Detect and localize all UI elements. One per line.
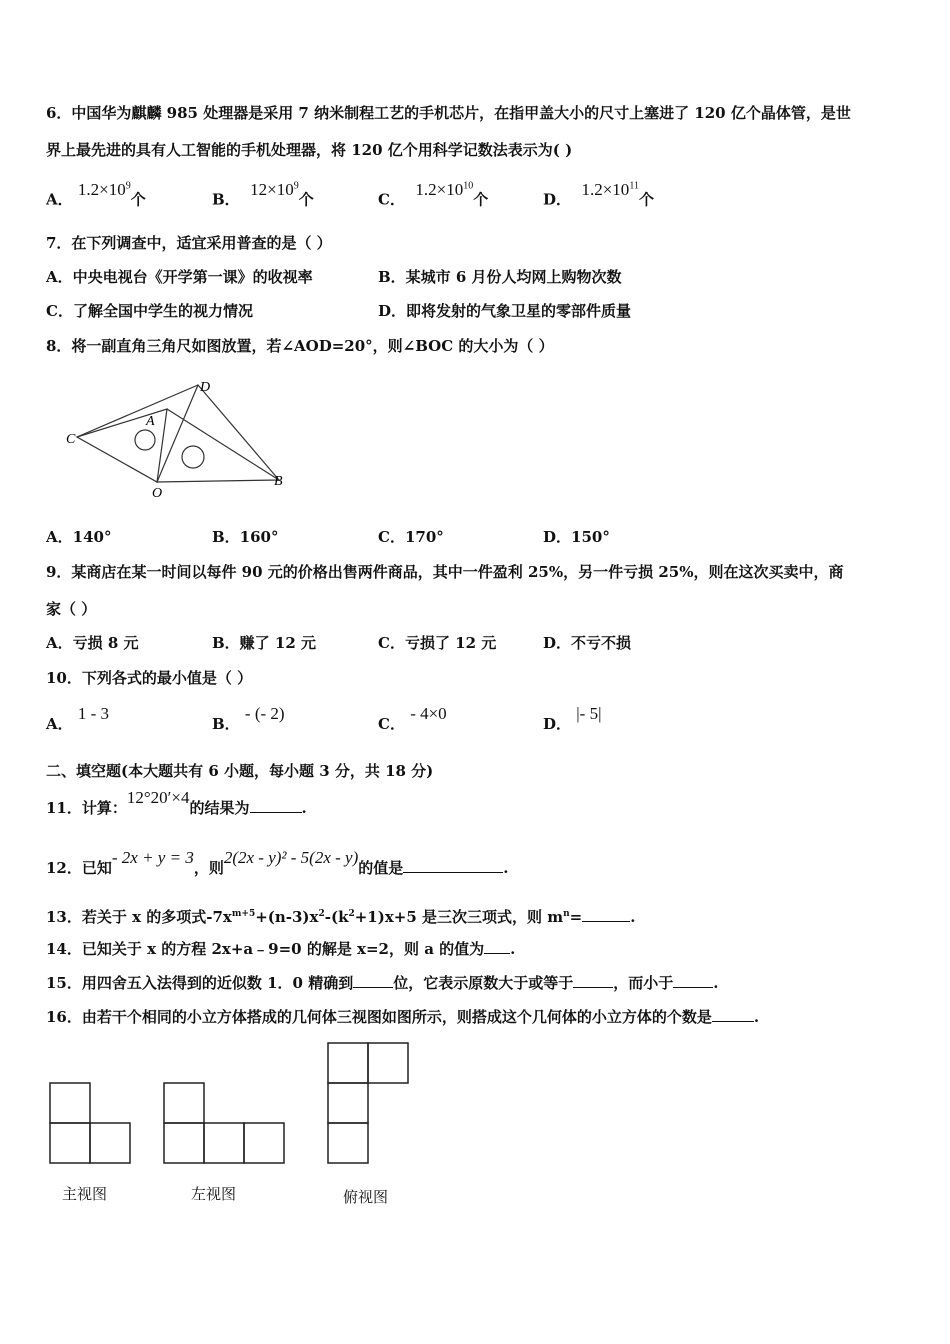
q13: 13．若关于 x 的多项式$-7x^{m+5}+(n-3)x^2-(k^2+1)x+5$ 是三次三项式，则 $m^n=$ .	[46, 908, 636, 926]
q7-option-c: C．了解全国中学生的视力情况	[46, 302, 253, 320]
hole-left	[135, 430, 155, 450]
q9-option-c: C．亏损了 12 元	[378, 634, 497, 652]
q12: 12．已知- 2x + y = 3，则2(2x - y)² - 5(2x - y)的值是 .	[46, 848, 509, 877]
left-view	[164, 1083, 284, 1163]
hole-right	[182, 446, 204, 468]
q6-option-d: D． $1.2\times 10^{11}$个	[543, 179, 654, 209]
q11: 11．计算：12°20′×4的结果为 .	[46, 788, 307, 817]
q15-blank-2[interactable]	[573, 973, 613, 988]
label-a: A	[146, 414, 155, 429]
q10-option-b: B． - (- 2)	[212, 704, 285, 733]
caption-front-view: 主视图	[62, 1185, 108, 1203]
triangle-dob	[157, 385, 279, 482]
q8-option-b: B．160°	[212, 528, 279, 546]
q14: 14．已知关于 x 的方程 2x+a﹣9=0 的解是 x=2，则 a 的值为 .	[46, 940, 516, 958]
top-view	[328, 1043, 408, 1163]
q8-stem: 8．将一副直角三角尺如图放置，若∠AOD=20°，则∠BOC 的大小为（ ）	[46, 337, 554, 355]
q6-option-c: C． $1.2\times 10^{10}$个	[378, 179, 489, 209]
q16-answer-blank[interactable]	[712, 1007, 754, 1022]
label-d: D	[200, 380, 211, 395]
section-2-heading: 二、填空题(本大题共有 6 小题，每小题 3 分，共 18 分)	[46, 762, 434, 780]
q16: 16．由若干个相同的小立方体搭成的几何体三视图如图所示，则搭成这个几何体的小立方体的个数是 .	[46, 1008, 760, 1026]
q14-answer-blank[interactable]	[484, 939, 510, 954]
q9-line2: 家（ ）	[46, 600, 97, 618]
q10-stem: 10．下列各式的最小值是（ ）	[46, 669, 253, 687]
q6-line1: 6．中国华为麒麟 985 处理器是采用 7 纳米制程工艺的手机芯片，在指甲盖大小的尺寸上塞进了 120 亿个晶体管，是世	[46, 104, 851, 122]
q9-option-d: D．不亏不损	[543, 634, 632, 652]
front-view	[50, 1083, 130, 1163]
q7-option-d: D．即将发射的气象卫星的零部件质量	[378, 302, 632, 320]
label-b: B	[274, 474, 283, 489]
q15: 15．用四舍五入法得到的近似数 1．0 精确到 位，它表示原数大于或等于 ，而小于 .	[46, 974, 719, 992]
q13-answer-blank[interactable]	[582, 907, 630, 922]
q8-option-d: D．150°	[543, 528, 610, 546]
q8-option-a: A．140°	[46, 528, 112, 546]
q6-option-a: A． $1.2\times 10^9$个	[46, 179, 146, 209]
q10-option-a: A． 1 - 3	[46, 704, 110, 733]
caption-left-view: 左视图	[191, 1185, 237, 1203]
q12-answer-blank[interactable]	[403, 858, 503, 873]
q15-blank-1[interactable]	[353, 973, 393, 988]
q15-blank-3[interactable]	[673, 973, 713, 988]
q10-option-c: C． - 4×0	[378, 704, 447, 733]
q6-line2: 界上最先进的具有人工智能的手机处理器，将 120 亿个用科学记数法表示为( )	[46, 141, 573, 159]
q8-option-c: C．170°	[378, 528, 444, 546]
q7-option-b: B．某城市 6 月份人均网上购物次数	[378, 268, 622, 286]
edge-ab	[167, 409, 279, 480]
caption-top-view: 俯视图	[343, 1188, 389, 1206]
label-c: C	[66, 432, 76, 447]
q9-option-b: B．赚了 12 元	[212, 634, 316, 652]
q11-answer-blank[interactable]	[250, 798, 302, 813]
q7-stem: 7．在下列调查中，适宜采用普查的是（ ）	[46, 234, 332, 252]
q9-line1: 9．某商店在某一时间以每件 90 元的价格出售两件商品，其中一件盈利 25%，另一件亏损 25%，则在这次买卖中，商	[46, 563, 844, 581]
three-views-figure	[40, 1035, 440, 1175]
triangle-rulers-figure	[60, 375, 300, 505]
q7-option-a: A．中央电视台《开学第一课》的收视率	[46, 268, 313, 286]
label-o: O	[152, 486, 163, 501]
q6-option-b: B． $12\times 10^9$个	[212, 179, 314, 209]
q10-option-d: D． |- 5|	[543, 704, 602, 733]
q9-option-a: A．亏损 8 元	[46, 634, 139, 652]
